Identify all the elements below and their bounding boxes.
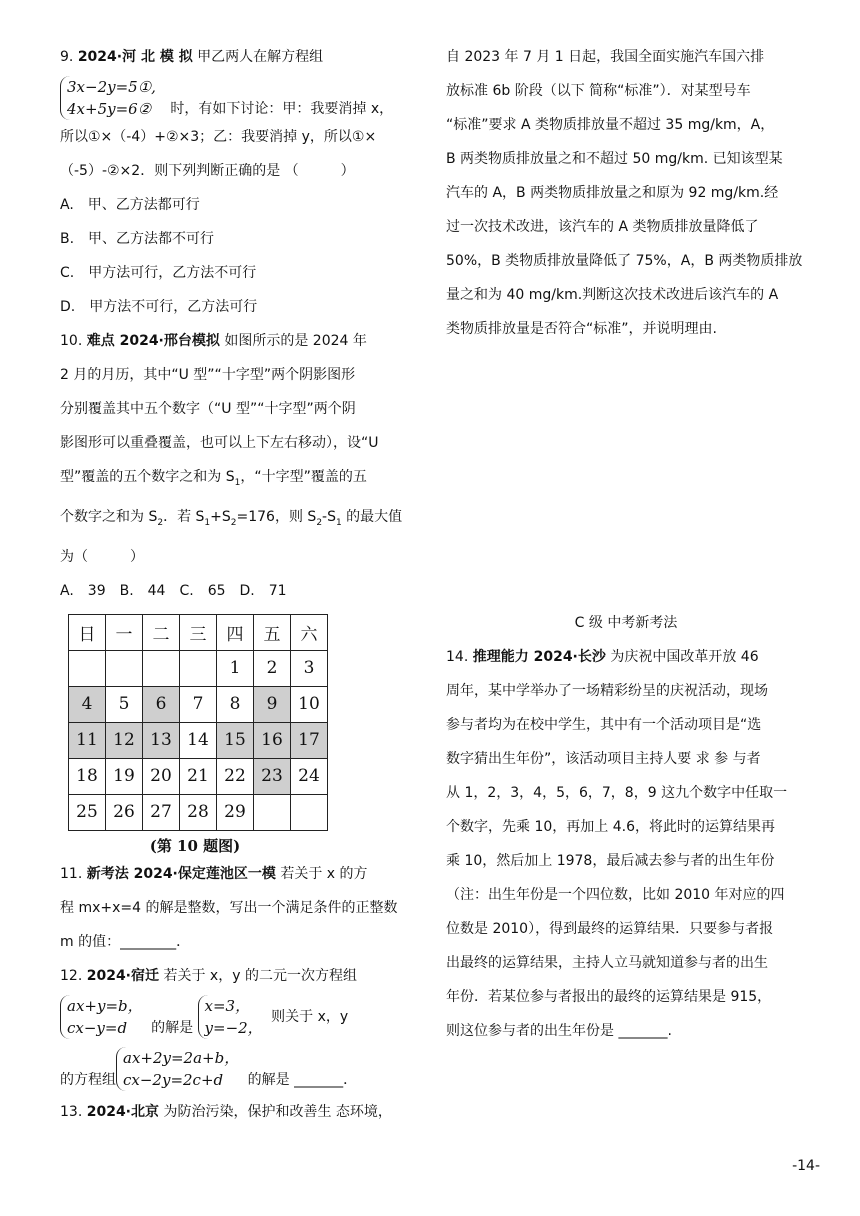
question-tag: 2024·河 北 模 拟 bbox=[77, 49, 193, 65]
page-number: -14- bbox=[792, 1158, 820, 1174]
calendar-day-cell: 5 bbox=[106, 686, 143, 722]
question-number: 14. bbox=[446, 649, 469, 665]
calendar-day-cell: 7 bbox=[180, 686, 217, 722]
question-number: 11. bbox=[60, 865, 83, 882]
question-text: 则这位参与者的出生年份是 _______. bbox=[446, 1023, 672, 1039]
question-number: 9. bbox=[60, 49, 74, 65]
question-text: 乘 10，然后加上 1978，最后减去参与者的出生年份 bbox=[446, 853, 775, 869]
calendar-weekday: 二 bbox=[143, 614, 180, 650]
calendar-day-cell bbox=[291, 794, 328, 830]
question-tag: 难点 2024·邢台模拟 bbox=[86, 333, 220, 349]
question-text: 如图所示的是 2024 年 bbox=[224, 333, 367, 349]
calendar-weekday: 四 bbox=[217, 614, 254, 650]
question-text: 放标准 6b 阶段（以下 简称“标准”）．对某型号车 bbox=[446, 83, 751, 99]
question-text: 从 1，2，3，4，5，6，7，8，9 这九个数字中任取一 bbox=[446, 785, 788, 801]
question-text: 50%，B 类物质排放量降低了 75%，A，B 两类物质排放 bbox=[446, 253, 803, 269]
calendar-day-cell bbox=[143, 650, 180, 686]
question-text: 程 mx+x=4 的解是整数，写出一个满足条件的正整数 bbox=[60, 899, 398, 916]
question-tag: 2024·北京 bbox=[86, 1103, 160, 1120]
calendar-day-cell: 23 bbox=[254, 758, 291, 794]
question-text: 个数字之和为 $S_2$．若 $S_1+S_2=176$，则 $S_2-S_1$ 的最大值 bbox=[60, 508, 403, 528]
question-text: 的方程组 bbox=[60, 1071, 116, 1088]
calendar-day-cell: 16 bbox=[254, 722, 291, 758]
calendar-header-row bbox=[69, 614, 328, 650]
question-text: 量之和为 40 mg/km.判断这次技术改进后该汽车的 A bbox=[446, 287, 779, 303]
calendar-week-row bbox=[69, 686, 328, 722]
calendar-weekday: 一 bbox=[106, 614, 143, 650]
question-text: 所以①×（-4）+②×3；乙：我要消掉 y，所以①× bbox=[60, 129, 377, 145]
question-text: 自 2023 年 7 月 1 日起，我国全面实施汽车国六排 bbox=[446, 49, 765, 65]
calendar-day-cell: 18 bbox=[69, 758, 106, 794]
calendar-day-cell: 26 bbox=[106, 794, 143, 830]
calendar-weekday: 六 bbox=[291, 614, 328, 650]
question-number: 12. bbox=[60, 967, 83, 984]
question-text: 类物质排放量是否符合“标准”，并说明理由. bbox=[446, 321, 717, 337]
question-text: 数字猜出生年份”，该活动项目主持人要 求 参 与者 bbox=[446, 751, 761, 767]
figure-caption: (第 10 题图) bbox=[149, 836, 241, 855]
equation-system bbox=[60, 76, 160, 120]
question-9 bbox=[60, 40, 416, 324]
calendar-weekday: 三 bbox=[180, 614, 217, 650]
question-text: 的解是 bbox=[151, 1019, 194, 1036]
question-text: 出最终的运算结果，主持人立马就知道参与者的出生 bbox=[446, 955, 768, 971]
right-column bbox=[446, 40, 806, 1048]
question-10 bbox=[60, 324, 416, 857]
question-text: 为防治污染，保护和改善生 态环境， bbox=[163, 1103, 392, 1120]
calendar-day-cell: 8 bbox=[217, 686, 254, 722]
left-column bbox=[60, 40, 416, 1129]
calendar-day-cell: 9 bbox=[254, 686, 291, 722]
calendar-day-cell bbox=[254, 794, 291, 830]
option-c: C. 甲方法可行，乙方法不可行 bbox=[60, 265, 257, 281]
question-12 bbox=[60, 959, 416, 1091]
option-d: D. 甲方法不可行，乙方法可行 bbox=[60, 299, 258, 315]
question-text: 周年，某中学举办了一场精彩纷呈的庆祝活动，现场 bbox=[446, 683, 768, 699]
question-number: 10. bbox=[60, 333, 83, 349]
question-text: 的解是 _______． bbox=[247, 1071, 358, 1088]
question-text: 位数是 2010），得到最终的运算结果．只要参与者报 bbox=[446, 921, 774, 937]
answer-options: A. 39 B. 44 C. 65 D. 71 bbox=[60, 582, 287, 599]
question-text: m 的值：________． bbox=[60, 933, 191, 950]
answer-space bbox=[446, 346, 806, 606]
calendar-day-cell: 14 bbox=[180, 722, 217, 758]
calendar-day-cell bbox=[180, 650, 217, 686]
option-a: A. 甲、乙方法都可行 bbox=[60, 197, 200, 213]
question-text: 个数字，先乘 10，再加上 4.6，将此时的运算结果再 bbox=[446, 819, 775, 835]
calendar-week-row bbox=[69, 722, 328, 758]
option-b: B. 甲、乙方法都不可行 bbox=[60, 231, 215, 247]
question-tag: 2024·宿迁 bbox=[86, 967, 160, 984]
calendar-day-cell: 27 bbox=[143, 794, 180, 830]
calendar-day-cell: 10 bbox=[291, 686, 328, 722]
calendar-day-cell: 3 bbox=[291, 650, 328, 686]
calendar-day-cell: 20 bbox=[143, 758, 180, 794]
calendar-day-cell: 15 bbox=[217, 722, 254, 758]
calendar-day-cell: 13 bbox=[143, 722, 180, 758]
question-text: 若关于 x 的方 bbox=[280, 865, 368, 882]
question-text: 分别覆盖其中五个数字（“U 型”“十字型”两个阴 bbox=[60, 401, 356, 417]
question-13-start bbox=[60, 1095, 416, 1129]
equation-1: 3x−2y=5①, bbox=[67, 78, 156, 96]
question-text: 为（ ） bbox=[60, 548, 144, 565]
question-text: （-5）-②×2．则下列判断正确的是 （ ） bbox=[60, 163, 355, 179]
question-text: 甲乙两人在解方程组 bbox=[197, 49, 324, 65]
question-number: 13. bbox=[60, 1103, 83, 1120]
calendar-day-cell: 4 bbox=[69, 686, 106, 722]
question-text: 年份．若某位参与者报出的最终的运算结果是 915， bbox=[446, 989, 772, 1005]
question-text: “标准”要求 A 类物质排放量不超过 35 mg/km，A， bbox=[446, 117, 775, 133]
calendar-day-cell: 2 bbox=[254, 650, 291, 686]
section-heading: C 级 中考新考法 bbox=[574, 615, 678, 631]
calendar-week-row bbox=[69, 794, 328, 830]
calendar-weekday: 日 bbox=[69, 614, 106, 650]
question-tag: 推理能力 2024·长沙 bbox=[472, 649, 606, 665]
calendar-day-cell: 28 bbox=[180, 794, 217, 830]
equation-2: 4x+5y=6② bbox=[67, 100, 152, 118]
calendar-day-cell: 12 bbox=[106, 722, 143, 758]
calendar-day-cell: 24 bbox=[291, 758, 328, 794]
calendar-day-cell: 1 bbox=[217, 650, 254, 686]
question-11 bbox=[60, 857, 416, 959]
question-text: 为庆祝中国改革开放 46 bbox=[610, 649, 759, 665]
calendar-figure bbox=[60, 614, 330, 857]
equation-system-a: ax+y=b， cx−y=d bbox=[60, 995, 147, 1039]
question-text: 2 月的月历，其中“U 型”“十字型”两个阴影图形 bbox=[60, 367, 356, 383]
calendar-day-cell: 25 bbox=[69, 794, 106, 830]
calendar-weekday: 五 bbox=[254, 614, 291, 650]
calendar-day-cell: 17 bbox=[291, 722, 328, 758]
calendar-day-cell: 19 bbox=[106, 758, 143, 794]
question-14 bbox=[446, 640, 806, 1048]
question-13-continued bbox=[446, 40, 806, 346]
calendar-table bbox=[68, 614, 328, 831]
calendar-day-cell: 29 bbox=[217, 794, 254, 830]
calendar-day-cell bbox=[69, 650, 106, 686]
calendar-day-cell: 22 bbox=[217, 758, 254, 794]
question-text: B 两类物质排放量之和不超过 50 mg/km. 已知该型某 bbox=[446, 151, 783, 167]
question-text: 影图形可以重叠覆盖，也可以上下左右移动），设“U bbox=[60, 435, 379, 451]
question-text: （注：出生年份是一个四位数，比如 2010 年对应的四 bbox=[446, 887, 785, 903]
calendar-week-row bbox=[69, 758, 328, 794]
equation-system-c: ax+2y=2a+b， cx−2y=2c+d bbox=[116, 1047, 243, 1091]
calendar-day-cell: 21 bbox=[180, 758, 217, 794]
calendar-day-cell: 11 bbox=[69, 722, 106, 758]
calendar-day-cell: 6 bbox=[143, 686, 180, 722]
calendar-week-row bbox=[69, 650, 328, 686]
question-text: 时，有如下讨论：甲：我要消掉 x， bbox=[170, 101, 394, 117]
question-text: 型”覆盖的五个数字之和为 $S_1$，“十字型”覆盖的五 bbox=[60, 469, 367, 488]
equation-system-b: x=3， y=−2， bbox=[198, 995, 267, 1039]
question-text: 若关于 x，y 的二元一次方程组 bbox=[163, 967, 357, 984]
question-text: 汽车的 A，B 两类物质排放量之和原为 92 mg/km.经 bbox=[446, 185, 779, 201]
question-text: 则关于 x，y bbox=[271, 1008, 349, 1025]
question-tag: 新考法 2024·保定莲池区一模 bbox=[86, 865, 276, 882]
calendar-day-cell bbox=[106, 650, 143, 686]
question-text: 参与者均为在校中学生，其中有一个活动项目是“选 bbox=[446, 717, 762, 733]
question-text: 过一次技术改进，该汽车的 A 类物质排放量降低了 bbox=[446, 219, 759, 235]
